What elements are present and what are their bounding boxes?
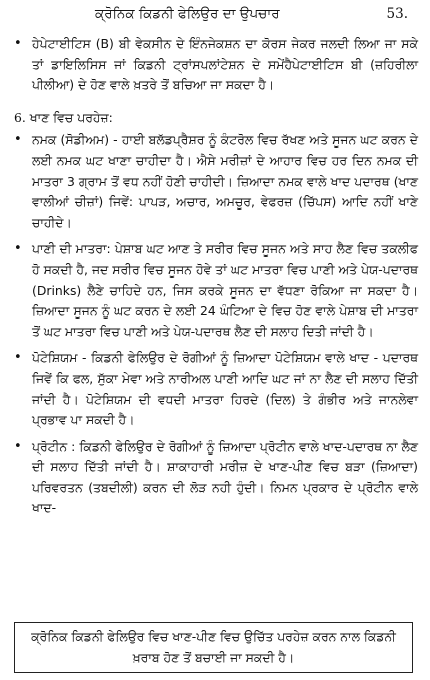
bullet-item-water (14, 239, 418, 342)
bullet-text: ਨਮਕ (ਸੋਡੀਅਮ) - ਹਾਈ ਬਲੱਡਪ੍ਰੈਸ਼ਰ ਨੂੰ ਕੰਟਰੋਲ ਵਿਚ ਰੱਖਣ ਅਤੇ ਸੂਜਨ ਘਟ ਕਰਨ ਦੇ ਲਈ ਨਮਕ ਘਟ ਖਾਣਾ ਚਾਹੀਦਾ ਹੈ। ਐਸੇ ਮਰੀਜ਼ਾਂ ਦੇ ਆਹਾਰ ਵਿਚ ਹਰ ਦਿਨ ਨਮਕ ਦੀ ਮਾਤਰਾ 3 ਗ੍ਰਾਮ ਤੋਂ ਵਧ ਨਹੀਂ ਹੋਣੀ ਚਾਹੀਦੀ। ਜ਼ਿਆਦਾ ਨਮਕ ਵਾਲੇ ਖਾਦ ਪਦਾਰਥ (ਖਾਣ ਵਾਲੀਆਂ ਚੀਜ਼ਾਂ) ਜਿਵੇਂ: ਪਾਪੜ, ਅਚਾਰ, ਅਮਚੂਰ, ਵੇਫਰਜ਼ (ਚਿੱਪਸ) ਆਦਿ ਨਹੀਂ ਖਾਣੇ ਚਾਹੀਦੇ। (32, 132, 418, 230)
bullet-text: ਪੋਟੇਸ਼ਿਯਮ - ਕਿਡਨੀ ਫੇਲਿਉਰ ਦੇ ਰੋਗੀਆਂ ਨੂੰ ਜ਼ਿਆਦਾ ਪੋਟੇਸ਼ਿਯਮ ਵਾਲੇ ਖਾਦ - ਪਦਾਰਥ ਜਿਵੇਂ ਕਿ ਫਲ, ਸੁੱਕਾ ਮੇਵਾ ਅਤੇ ਨਾਰੀਅਲ ਪਾਣੀ ਆਦਿ ਘਟ ਜਾਂ ਨਾ ਲੈਣ ਦੀ ਸਲਾਹ ਦਿੱਤੀ ਜਾਂਦੀ ਹੈ। ਪੋਟੇਸ਼ਿਯਮ ਦੀ ਵਧਦੀ ਮਾਤਰਾ ਹਿਰਦੇ (ਦਿਲ) ਤੇ ਗੰਭੀਰ ਅਤੇ ਜਾਨਲੇਵਾ ਪ੍ਰਭਾਵ ਪਾ ਸਕਦੀ ਹੈ। (32, 350, 418, 428)
bullet-icon: • (14, 241, 22, 257)
bullet-item-hepatitis (14, 34, 418, 96)
bullet-item-potassium (14, 348, 418, 430)
page-header (0, 4, 430, 24)
section-heading (14, 108, 418, 129)
bullet-icon: • (14, 132, 22, 148)
bullet-item-protein (14, 437, 418, 519)
running-title: ਕ੍ਰੋਨਿਕ ਕਿਡਨੀ ਫੇਲਿਉਰ ਦਾ ਉਪਚਾਰ (95, 6, 280, 22)
section-number: 6. (14, 109, 26, 125)
callout-text: ਕ੍ਰੋਨਿਕ ਕਿਡਨੀ ਫੇਲਿਉਰ ਵਿਚ ਖਾਣ-ਪੀਣ ਵਿਚ ਉਚਿੱਤ ਪਰਹੇਜ਼ ਕਰਨ ਨਾਲ ਕਿਡਨੀ ਖ਼ਰਾਬ ਹੋਣ ਤੋਂ ਬਚਾਈ ਜਾ ਸਕਦੀ ਹੈ। (31, 629, 396, 665)
bullet-text: ਹੇਪੇਟਾਈਟਿਸ (B) ਬੀ ਵੇਕਸੀਨ ਦੇ ਇੰਨਜੇਕਸ਼ਨ ਦਾ ਕੋਰਸ ਜੇਕਰ ਜਲਦੀ ਲਿਆ ਜਾ ਸਕੇ ਤਾਂ ਡਾਇਲਿਸਿਸ ਜਾਂ ਕਿਡਨੀ ਟ੍ਰਾਂਸਪਲਾਂਟੇਸ਼ਨ ਦੇ ਸਮੇਂਹੈਪੇਟਾਈਟਿਸ ਬੀ (ਜ਼ਹਿਰੀਲਾ ਪੀਲੀਆ) ਦੇ ਹੋਣ ਵਾਲੇ ਖ਼ਤਰੇ ਤੋਂ ਬਚਿਆ ਜਾ ਸਕਦਾ ਹੈ। (32, 36, 418, 93)
section-title: ਖਾਣ ਵਿਚ ਪਰਹੇਜ਼: (29, 109, 113, 125)
callout-box (14, 622, 413, 673)
bullet-text: ਪ੍ਰੋਟੀਨ : ਕਿਡਨੀ ਫੇਲਿਉਰ ਦੇ ਰੋਗੀਆਂ ਨੂੰ ਜ਼ਿਆਦਾ ਪ੍ਰੋਟੀਨ ਵਾਲੇ ਖਾਦ-ਪਦਾਰਥ ਨਾ ਲੈਣ ਦੀ ਸਲਾਹ ਦਿੱਤੀ ਜਾਂਦੀ ਹੈ। ਸ਼ਾਕਾਹਾਰੀ ਮਰੀਜ਼ ਦੇ ਖਾਣ-ਪੀਣ ਵਿਚ ਬੜਾ (ਜ਼ਿਆਦਾ) ਪਰਿਵਰਤਨ (ਤਬਦੀਲੀ) ਕਰਨ ਦੀ ਲੋੜ ਨਹੀ ਹੁੰਦੀ। ਨਿਮਨ ਪ੍ਰਕਾਰ ਦੇ ਪ੍ਰੋਟੀਨ ਵਾਲੇ ਖਾਦ- (32, 438, 418, 516)
bullet-text: ਪਾਣੀ ਦੀ ਮਾਤਰਾ: ਪੇਸ਼ਾਬ ਘਟ ਆਣ ਤੇ ਸਰੀਰ ਵਿਚ ਸੂਜਨ ਅਤੇ ਸਾਹ ਲੈਣ ਵਿਚ ਤਕਲੀਫ ਹੋ ਸਕਦੀ ਹੈ, ਜਦ ਸਰੀਰ ਵਿਚ ਸੂਜਨ ਹੋਵੇ ਤਾਂ ਘਟ ਮਾਤਰਾ ਵਿਚ ਪਾਣੀ ਅਤੇ ਪੇਯ-ਪਦਾਰਥ (Drinks) ਲੈਣੇ ਚਾਹਿਦੇ ਹਨ, ਜਿਸ ਕਰਕੇ ਸੂਜਨ ਦਾ ਵੱਧਣਾ ਰੋਕਿਆ ਜਾ ਸਕਦਾ ਹੈ। ਜ਼ਿਆਦਾ ਸੂਜਨ ਨੂੰ ਘਟ ਕਰਨ ਦੇ ਲਈ 24 ਘੰਟਿਆ ਦੇ ਵਿਚ ਹੋਣ ਵਾਲੇ ਪੇਸ਼ਾਬ ਦੀ ਮਾਤਰਾ ਤੋਂ ਘਟ ਮਾਤਰਾ ਵਿਚ ਪਾਣੀ ਅਤੇ ਪੇਯ-ਪਦਾਰਥ ਲੈਣ ਦੀ ਸਲਾਹ ਦਿਤੀ ਜਾਂਦੀ ਹੈ। (32, 241, 418, 339)
bullet-icon: • (14, 438, 22, 454)
page-body (14, 34, 418, 519)
bullet-icon: • (14, 350, 22, 366)
bullet-icon: • (14, 36, 22, 51)
page-number: 53. (386, 6, 408, 22)
bullet-item-salt (14, 130, 418, 233)
